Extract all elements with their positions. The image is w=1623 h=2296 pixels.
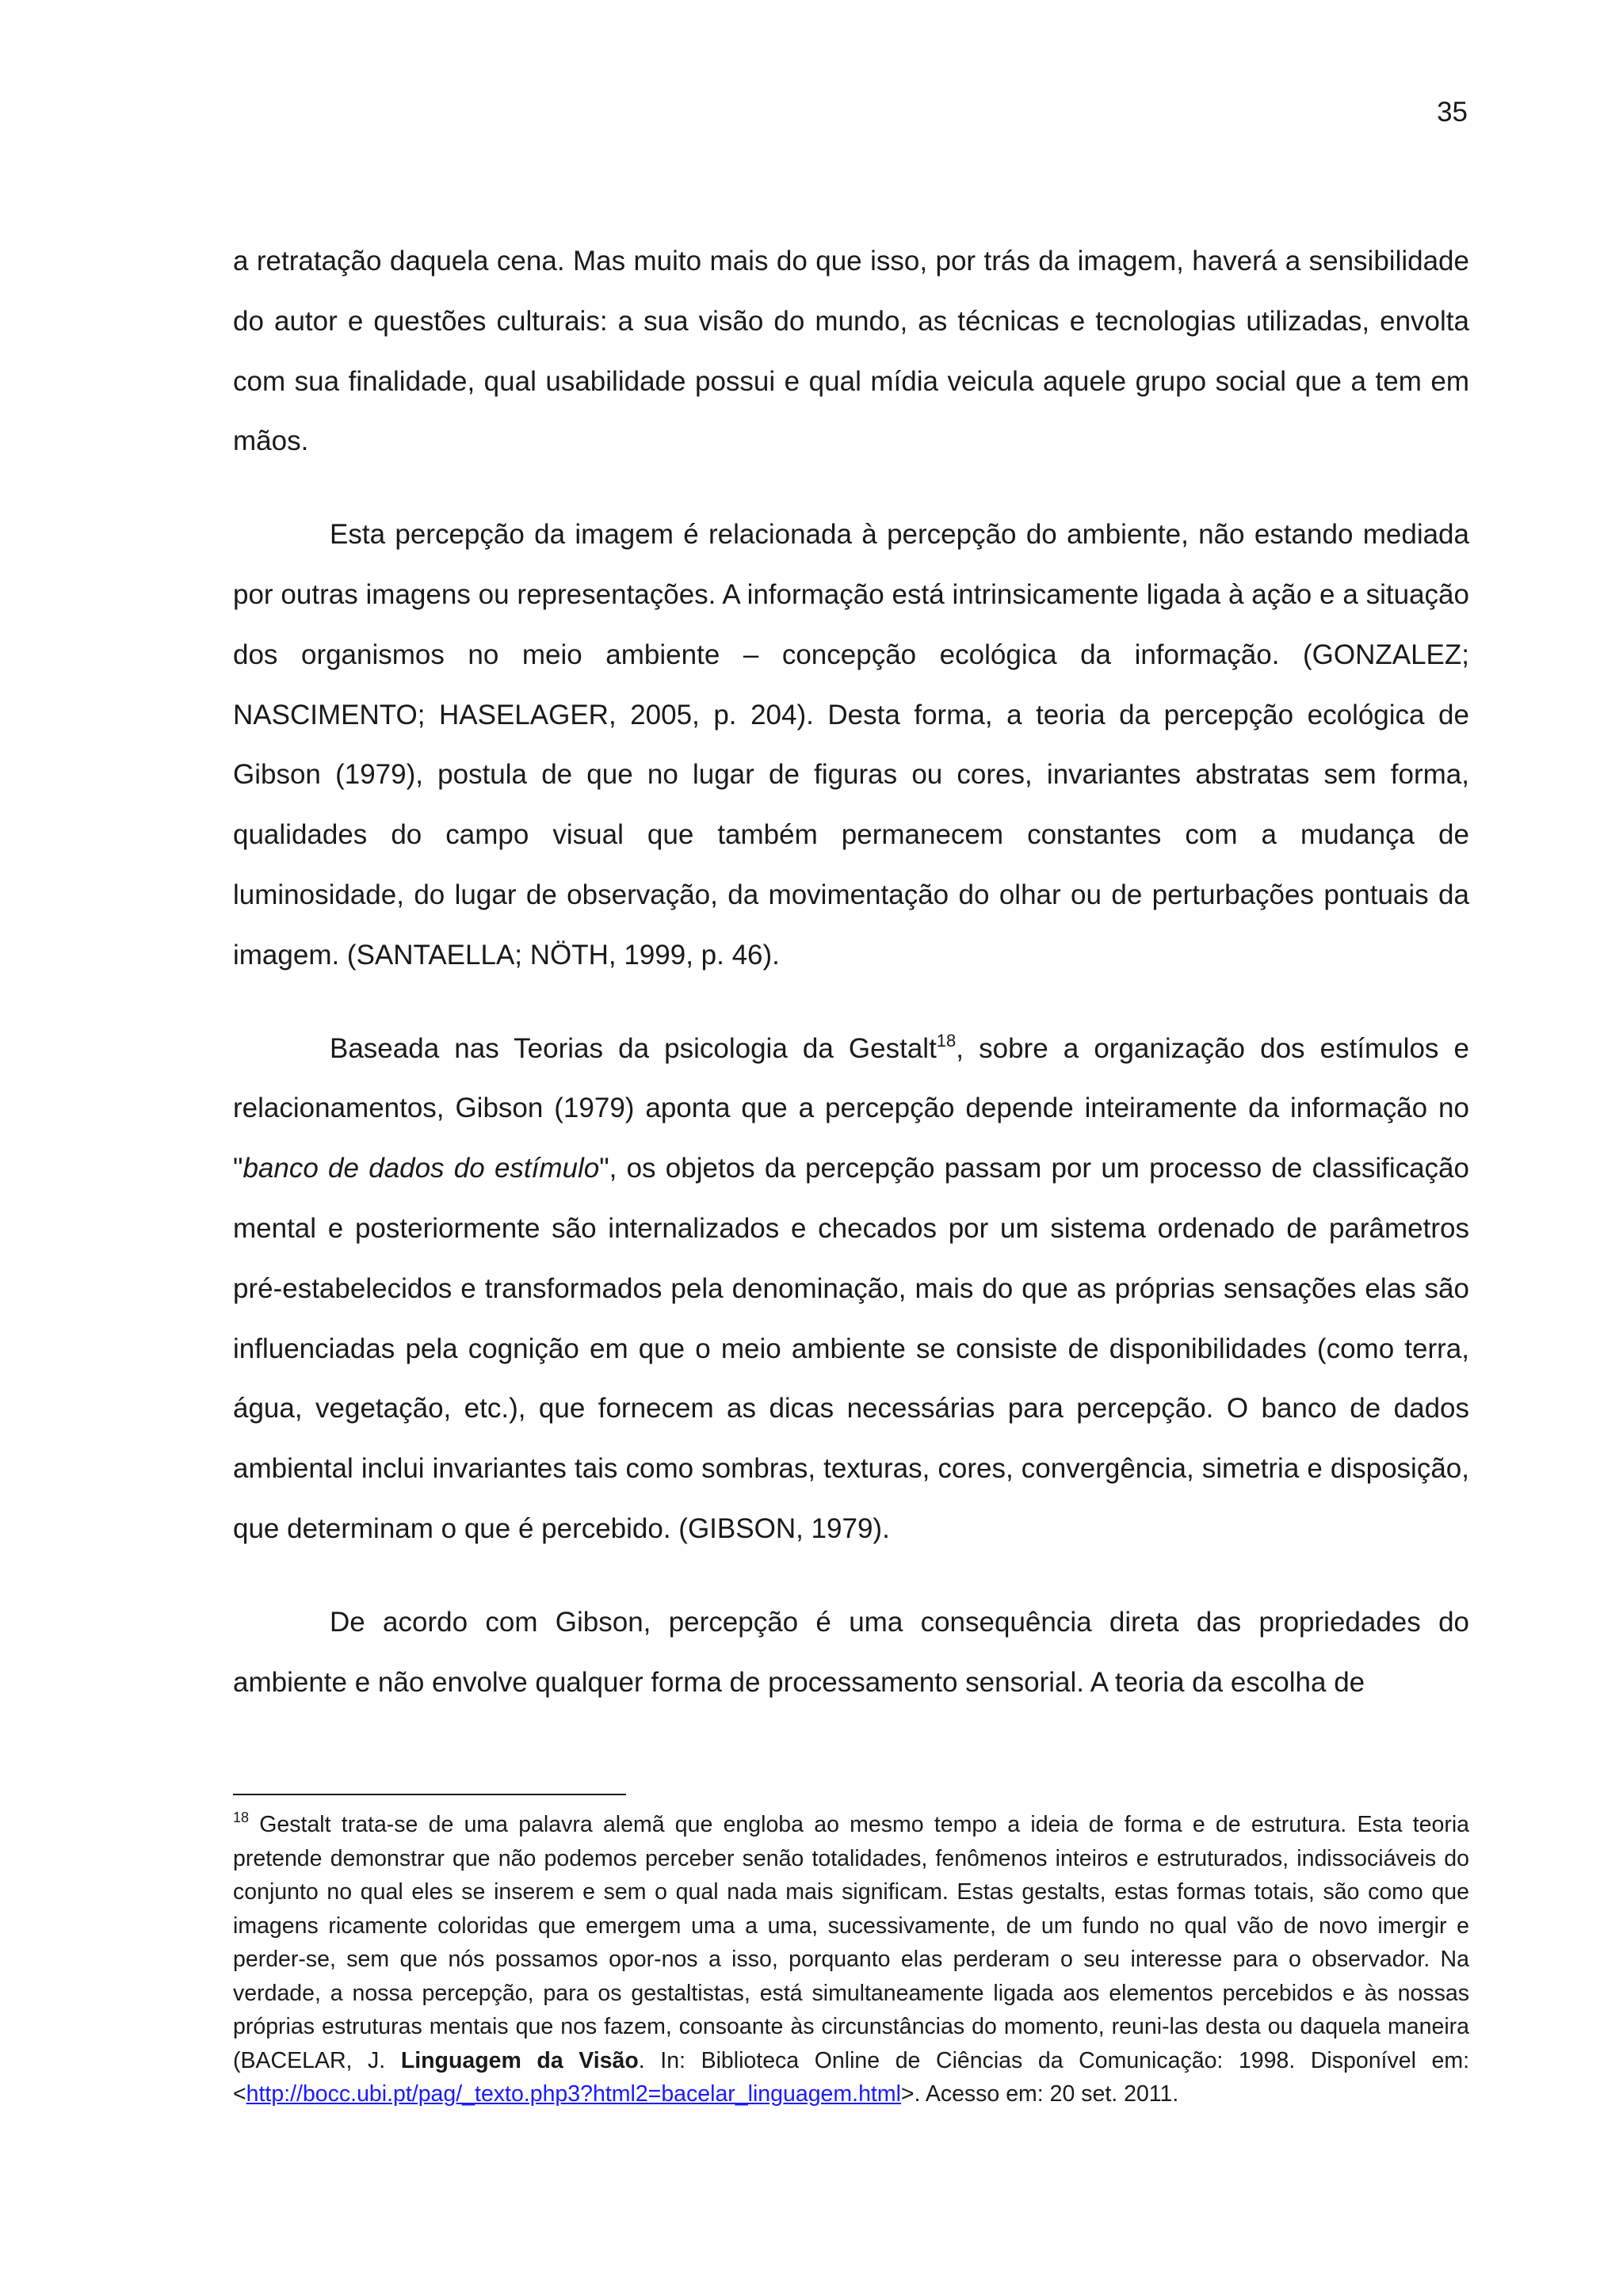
footnote-text: Gestalt trata-se de uma palavra alemã que engloba ao mesmo tempo a ideia de forma e de estrutura. Esta teoria pretende demonstrar que não podemos perceber senão totalidades, fenômenos inteiros e estruturados, indissociáveis do conjunto no qual eles se inserem e sem o qual nada mais significam. Estas gestalts, estas formas totais, são como que imagens ricamente coloridas que emergem uma a uma, sucessivamente, de um fundo no qual vão de novo imergir e perder-se, sem que nós possamos opor-nos a isso, porquanto elas perderam o seu interesse para o observador. Na verdade, a nossa percepção, para os gestaltistas, está simultaneamente ligada aos elementos percebidos e às nossas próprias estruturas mentais que nos fazem, consoante às circunstâncias do momento, reuni-las desta ou daquela maneira (BACELAR, J. — [233, 1812, 1469, 2073]
paragraph-4: De acordo com Gibson, percepção é uma consequência direta das propriedades do ambiente e não envolve qualquer forma de processamento sensorial. A teoria da escolha de — [233, 1606, 1469, 1698]
body-text — [233, 231, 1469, 1712]
footnote-number: 18 — [233, 1810, 250, 1825]
footnote-18 — [233, 1808, 1469, 2111]
footnote-book-title: Linguagem da Visão — [400, 2047, 639, 2073]
paragraph-2: Esta percepção da imagem é relacionada à percepção do ambiente, não estando mediada por outras imagens ou representações. A informação está intrinsicamente ligada à ação e a situação dos organismos no meio ambiente – concepção ecológica da informação. (GONZALEZ; NASCIMENTO; HASELAGER, 2005, p. 204). Desta forma, a teoria da percepção ecológica de Gibson (1979), postula de que no lugar de figuras ou cores, invariantes abstratas sem forma, qualidades do campo visual que também permanecem constantes com a mudança de luminosidade, do lugar de observação, da movimentação do olhar ou de perturbações pontuais da imagem. (SANTAELLA; NÖTH, 1999, p. 46). — [233, 519, 1469, 971]
italic-term: banco de dados do estímulo — [242, 1153, 600, 1184]
footnote-separator — [233, 1794, 626, 1795]
paragraph-3-text-c: ", os objetos da percepção passam por um processo de classificação mental e posteriormente são internalizados e checados por um sistema ordenado de parâmetros pré-estabelecidos e transformados pela denominação, mais do que as próprias sensações elas são influenciadas pela cognição em que o meio ambiente se consiste de disponibilidades (como terra, água, vegetação, etc.), que fornecem as dicas necessárias para percepção. O banco de dados ambiental inclui invariantes tais como sombras, texturas, cores, convergência, simetria e disposição, que determinam o que é percebido. (GIBSON, 1979). — [233, 1153, 1469, 1544]
paragraph-3-text-b: , sobre a organização dos estímulos e relacionamentos, Gibson (1979) aponta que a percepção depende inteiramente da informação no " — [233, 1032, 1469, 1184]
footnote-reference: 18 — [936, 1030, 957, 1051]
footnote-link[interactable]: http://bocc.ubi.pt/pag/_texto.php3?html2=bacelar_linguagem.html — [246, 2081, 901, 2107]
footnote-access-date: >. Acesso em: 20 set. 2011. — [900, 2081, 1179, 2107]
footnote-source: . In: Biblioteca Online de Ciências da Comunicação: 1998. Disponível em: < — [233, 2047, 1469, 2107]
paragraph-3 — [233, 1019, 1469, 1559]
paragraph-1: a retratação daquela cena. Mas muito mais do que isso, por trás da imagem, haverá a sensibilidade do autor e questões culturais: a sua visão do mundo, as técnicas e tecnologias utilizadas, envolta com sua finalidade, qual usabilidade possui e qual mídia veicula aquele grupo social que a tem em mãos. — [233, 246, 1469, 457]
page-number: 35 — [1437, 97, 1468, 128]
paragraph-3-text-a: Baseada nas Teorias da psicologia da Gestalt — [330, 1032, 937, 1064]
